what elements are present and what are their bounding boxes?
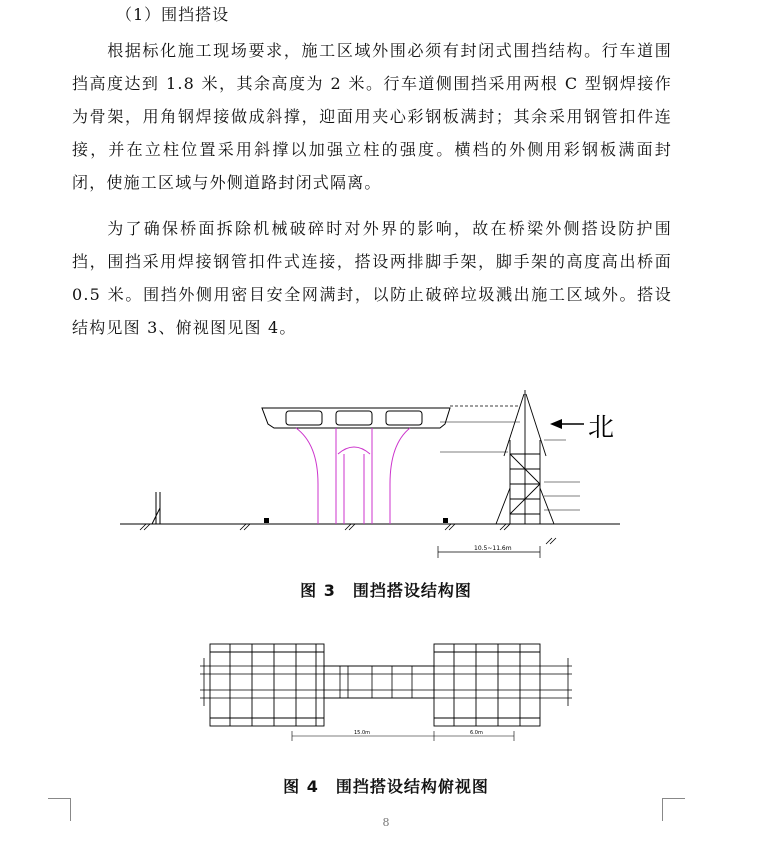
bridge-pier: [296, 428, 410, 524]
page-number: 8: [382, 816, 390, 829]
north-label: 北: [588, 413, 615, 443]
top-view-beam: [200, 658, 572, 706]
figure-4-caption: 图 4 围挡搭设结构俯视图: [283, 777, 489, 796]
ground-hatch-marks: [140, 524, 556, 544]
paragraph-bridge-protection: 为了确保桥面拆除机械破碎时对外界的影响，故在桥梁外侧搭设防护围挡，围挡采用焊接钢管扣件式连接，搭设两排脚手架，脚手架的高度高出桥面 0.5 米。围挡外侧用密目安全网满封，以防止破碎垃圾溅出施工区域外。搭设结构见图 3、俯视图见图 4。: [72, 219, 672, 337]
figure-3-structure-drawing: [100, 384, 640, 564]
top-view-dimension-left: 15.0m: [354, 730, 371, 736]
scaffold-tower: [496, 390, 554, 524]
barrier-block: [443, 518, 448, 523]
top-view-left-block: [210, 644, 324, 726]
paragraph-enclosure-requirements: 根据标化施工现场要求，施工区域外围必须有封闭式围挡结构。行车道围挡高度达到 1.8 米，其余高度为 2 米。行车道侧围挡采用两根 C 型钢焊接作为骨架，用角钢焊接做成斜撑，迎面用夹心彩钢板满封；其余采用钢管扣件连接，并在立柱位置采用斜撑以加强立柱的强度。横档的外侧用彩钢板满面封闭，使施工区域与外侧道路封闭式隔离。: [72, 41, 672, 192]
top-view-right-block: [434, 644, 540, 726]
bridge-deck: [262, 408, 450, 428]
barrier-block: [264, 518, 269, 523]
top-view-middle-section: [324, 666, 434, 698]
left-fence-post: [152, 492, 160, 524]
top-view-dimension-right: 6.0m: [470, 730, 483, 736]
dimension-label: 10.5~11.6m: [474, 545, 512, 552]
north-arrow: [550, 419, 584, 429]
section-heading: （1）围挡搭设: [116, 5, 230, 24]
figure-3-caption: 图 3 围挡搭设结构图: [300, 581, 472, 600]
figure-4-top-view: [196, 634, 576, 744]
